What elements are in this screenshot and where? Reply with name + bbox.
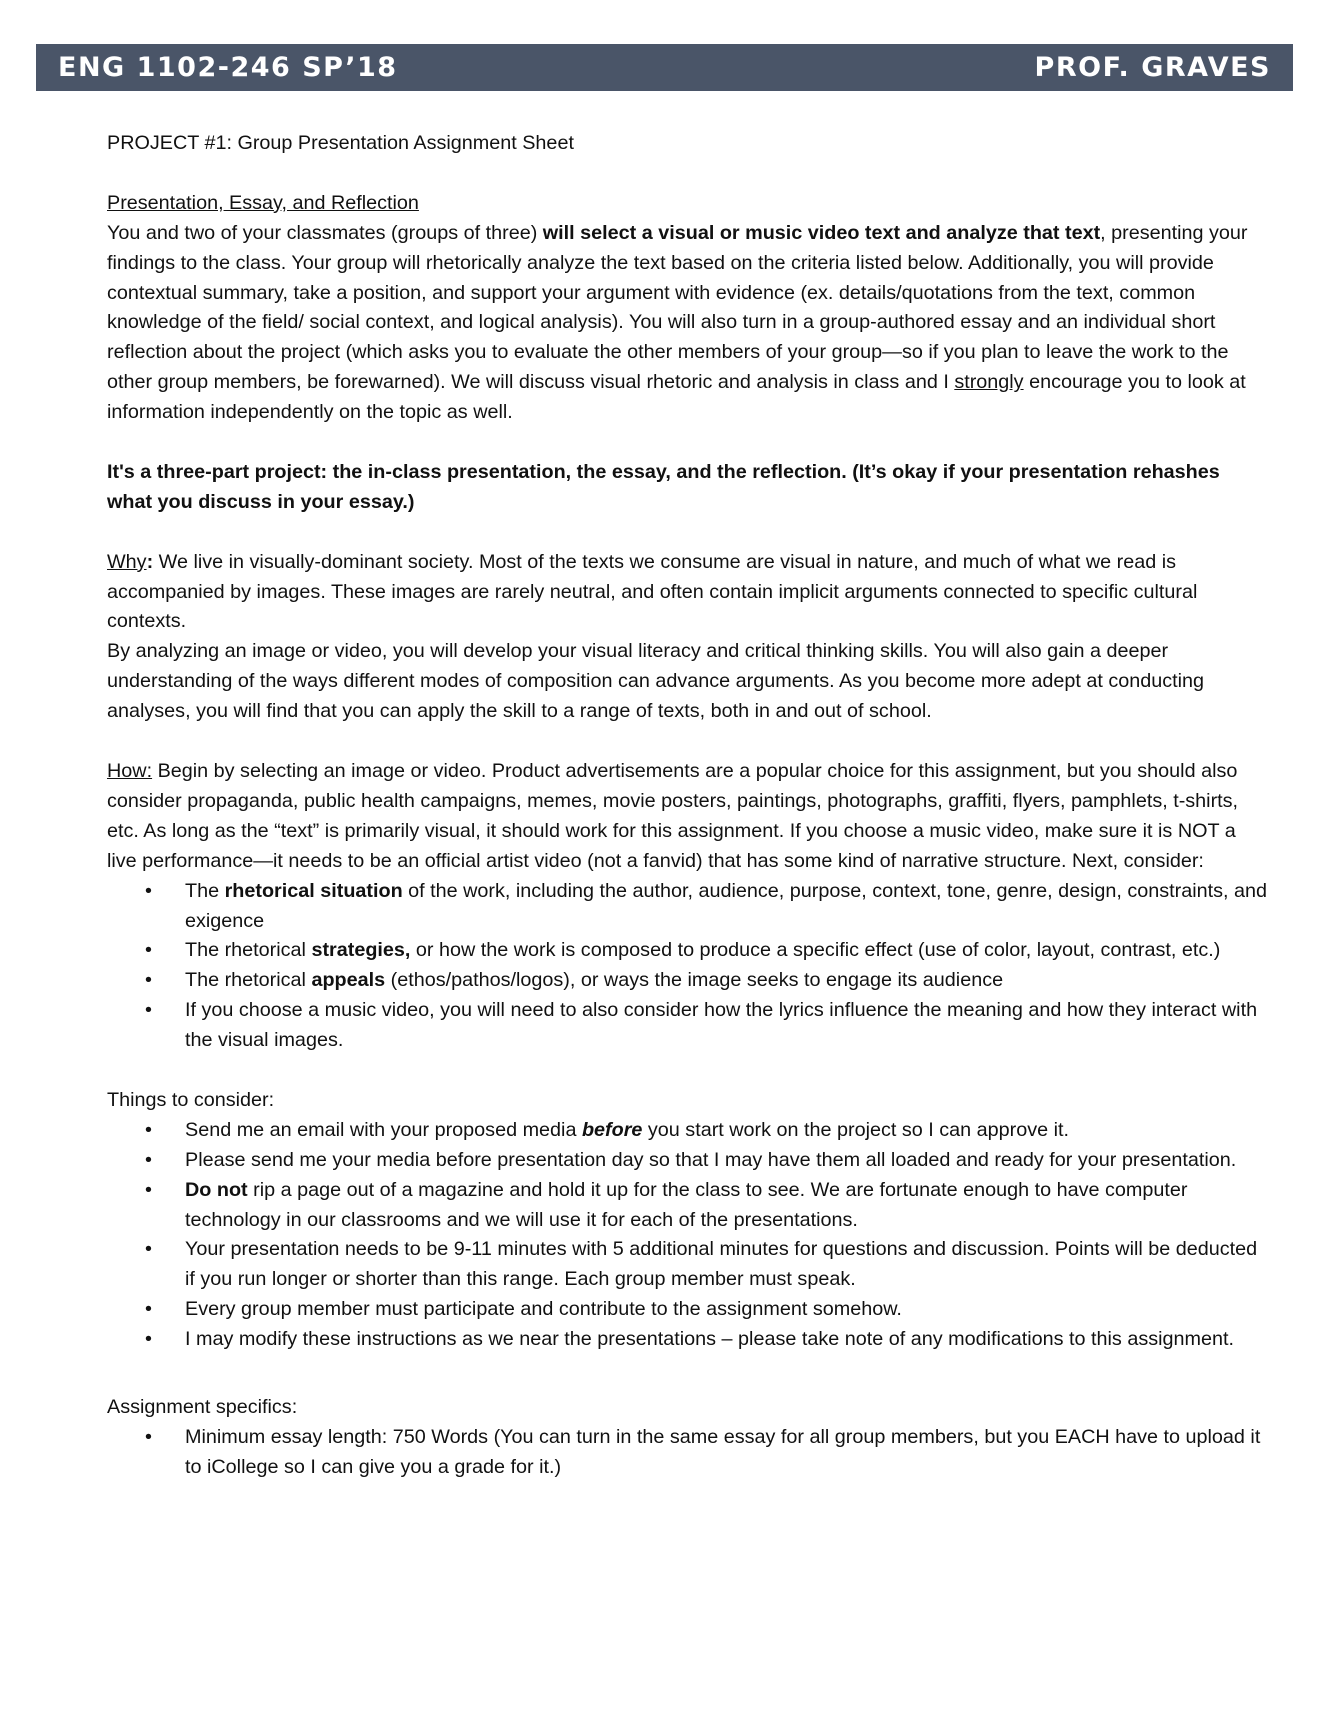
document-body — [107, 129, 1267, 1483]
course-code: ENG 1102-246 SP’18 — [58, 52, 398, 83]
list-item: • Please send me your media before presentation day so that I may have them all loaded and ready for your presentation. — [185, 1146, 1267, 1176]
course-header-bar — [36, 44, 1293, 91]
why-paragraph-2: By analyzing an image or video, you will develop your visual literacy and critical thinking skills. You will also gain a deeper understanding of the ways different modes of composition can advance arguments. As you become more adept at conducting analyses, you will find that you can apply the skill to a range of texts, both in and out of school. — [107, 640, 1205, 723]
list-item: • The rhetorical appeals (ethos/pathos/logos), or ways the image seeks to engage its audience — [185, 966, 1267, 996]
how-paragraph: How: Begin by selecting an image or video. Product advertisements are a popular choice for this assignment, but you should also consider propaganda, public health campaigns, memes, movie posters, paintings, photographs, graffiti, flyers, pamphlets, t-shirts, etc. As long as the “text” is primarily visual, it should work for this assignment. If you choose a music video, make sure it is NOT a live performance—it needs to be an official artist video (not a fanvid) that has some kind of narrative structure. Next, consider: — [107, 759, 1239, 872]
how-list — [107, 877, 1267, 1056]
three-part-note: It's a three-part project: the in-class presentation, the essay, and the reflection. (It’s okay if your presentation rehashes what you discuss in your essay.) — [107, 460, 1220, 513]
how-label: How: — [107, 759, 153, 782]
list-item: • Every group member must participate and contribute to the assignment somehow. — [185, 1295, 1267, 1325]
list-item: • The rhetorical situation of the work, including the author, audience, purpose, context, tone, genre, design, constraints, and exigence — [185, 877, 1267, 937]
section-heading-presentation: Presentation, Essay, and Reflection — [107, 191, 419, 214]
things-list — [107, 1116, 1267, 1355]
page-title: PROJECT #1: Group Presentation Assignment Sheet — [107, 132, 574, 154]
list-item: • If you choose a music video, you will need to also consider how the lyrics influence the meaning and how they interact with the visual images. — [185, 996, 1267, 1056]
list-item: • Send me an email with your proposed media before you start work on the project so I can approve it. — [185, 1116, 1267, 1146]
why-paragraph: Why: We live in visually-dominant society. Most of the texts we consume are visual in nature, and much of what we read is accompanied by images. These images are rarely neutral, and often contain implicit arguments connected to specific cultural contexts. — [107, 550, 1198, 633]
list-item: • Do not rip a page out of a magazine and hold it up for the class to see. We are fortunate enough to have computer technology in our classrooms and we will use it for each of the presentations. — [185, 1176, 1267, 1236]
why-label: Why — [107, 550, 147, 573]
specifics-list — [107, 1423, 1267, 1483]
professor-name: PROF. GRAVES — [1034, 52, 1271, 83]
specifics-heading: Assignment specifics: — [107, 1396, 298, 1419]
list-item: • Your presentation needs to be 9-11 minutes with 5 additional minutes for questions and discussion. Points will be deducted if you run longer or shorter than this range. Each group member must speak. — [185, 1235, 1267, 1295]
list-item: • I may modify these instructions as we near the presentations – please take note of any modifications to this assignment. — [185, 1325, 1267, 1355]
things-heading: Things to consider: — [107, 1088, 275, 1111]
list-item: • The rhetorical strategies, or how the work is composed to produce a specific effect (use of color, layout, contrast, etc.) — [185, 936, 1267, 966]
list-item: • Minimum essay length: 750 Words (You can turn in the same essay for all group members, but you EACH have to upload it to iCollege so I can give you a grade for it.) — [185, 1423, 1267, 1483]
intro-paragraph: You and two of your classmates (groups of three) will select a visual or music video text and analyze that text, presenting your findings to the class. Your group will rhetorically analyze the text based on the criteria listed below. Additionally, you will provide contextual summary, take a position, and support your argument with evidence (ex. details/quotations from the text, common knowledge of the field/ social context, and logical analysis). You will also turn in a group-authored essay and an individual short reflection about the project (which asks you to evaluate the other members of your group—so if you plan to leave the work to the other group members, be forewarned). We will discuss visual rhetoric and analysis in class and I strongly encourage you to look at information independently on the topic as well. — [107, 221, 1248, 424]
